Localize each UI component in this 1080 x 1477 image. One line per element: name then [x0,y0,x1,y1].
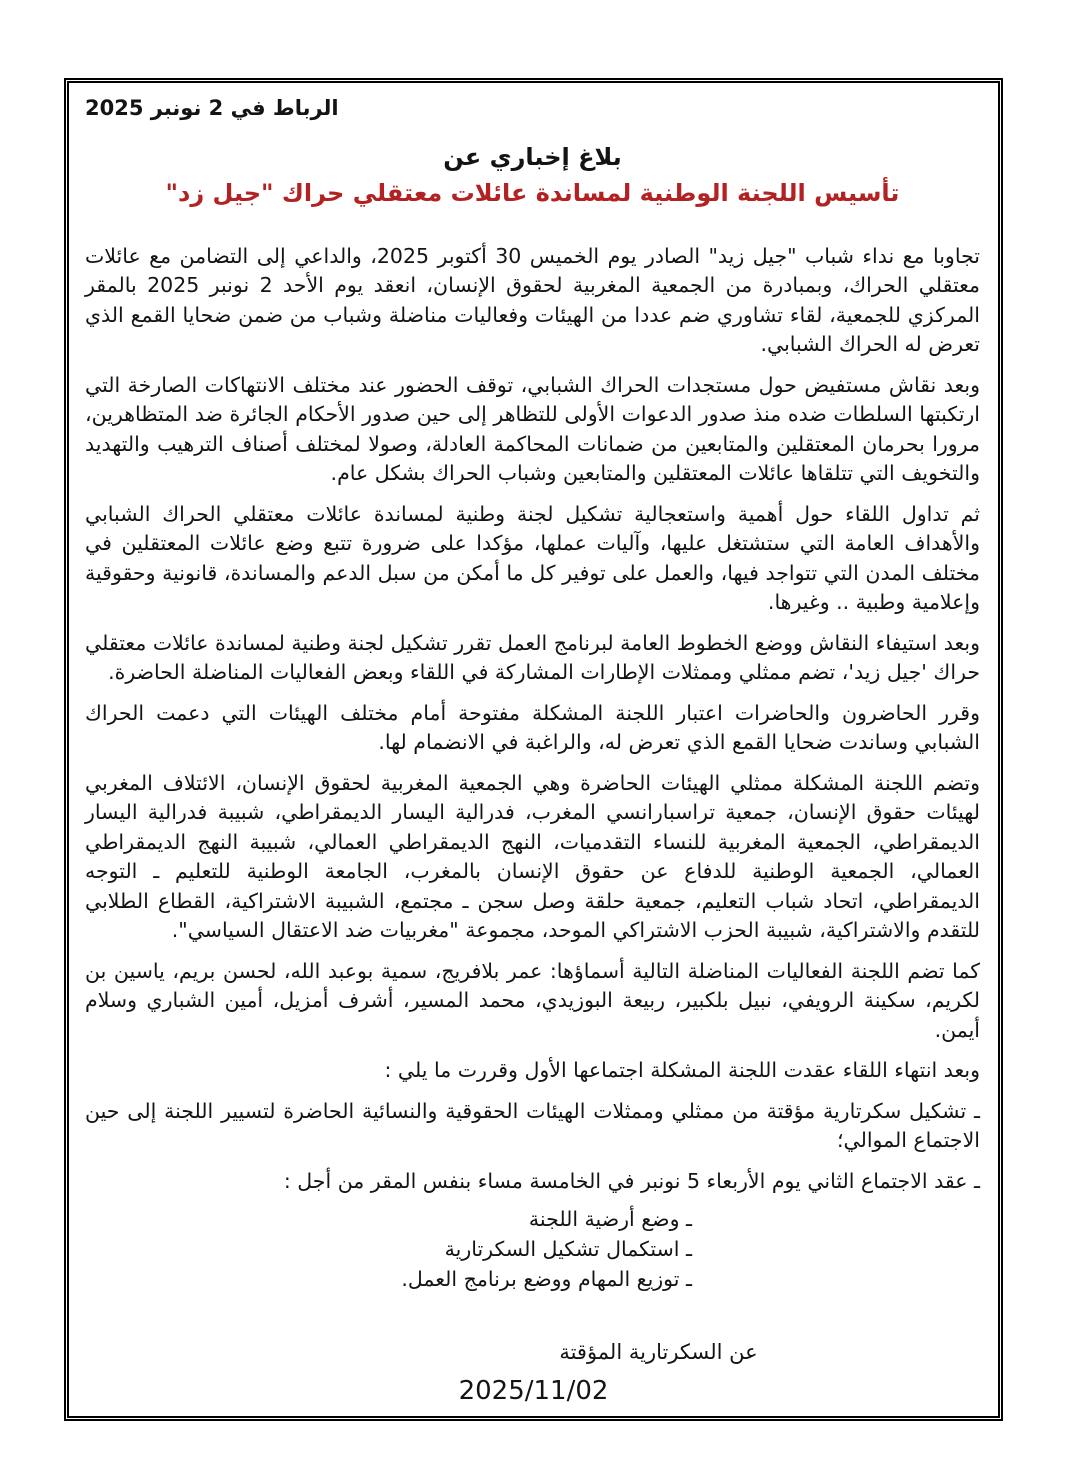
signature-date: 2025/11/02 [458,1376,609,1406]
dateline: الرباط في 2 نونبر 2025 [85,96,339,120]
agenda-item-platform: ـ وضع أرضية اللجنة [528,1207,692,1232]
paragraph-member-organizations: وتضم اللجنة المشكلة ممثلي الهيئات الحاضرة وهي الجمعية المغربية لحقوق الإنسان، الائتلاف المغربي لهيئات حقوق الإنسان، جمعية تراسبارانسي المغرب، فدرالية اليسار الديمقراطي، شبيبة فدرالية اليسار الديمقراطي، الجمعية المغربية للنساء التقدميات، النهج الديمقراطي العمالي، شبيبة النهج الديمقراطي العمالي، الجمعية الوطنية للدفاع عن حقوق الإنسان بالمغرب، الجامعة الوطنية للتعليم ـ التوجه الديمقراطي، اتحاد شباب التعليم، جمعية حلقة وصل سجن ـ مجتمع، الشبيبة الاشتراكية، القطاع الطلابي للتقدم والاشتراكية، شبيبة الحزب الاشتراكي الموحد، مجموعة "مغربيات ضد الاعتقال السياسي". [85,770,980,943]
page-title: بلاغ إخباري عن [443,143,622,172]
document-page [64,78,1003,1421]
paragraph-opening: تجاوبا مع نداء شباب "جيل زيد" الصادر يوم الخميس 30 أكتوبر 2025، والداعي إلى التضامن مع عائلات معتقلي الحراك، وبمبادرة من الجمعية المغربية لحقوق الإنسان، انعقد يوم الأحد 2 نونبر 2025 بالمقر المركزي للجمعية، لقاء تشاوري ضم عددا من الهيئات وفعاليات مناضلة وشباب من ضمن ضحايا القمع الذي تعرض له الحراك الشبابي. [85,243,981,357]
paragraph-committee-formation: وبعد استيفاء النقاش ووضع الخطوط العامة لبرنامج العمل تقرر تشكيل لجنة وطنية لمساندة عائلات معتقلي حراك 'جيل زيد'، تضم ممثلي وممثلات الإطارات المشاركة في اللقاء وبعض الفعاليات المناضلة الحاضرة. [85,630,980,685]
paragraph-violations: وبعد نقاش مستفيض حول مستجدات الحراك الشبابي، توقف الحضور عند مختلف الانتهاكات الصارخة التي ارتكبتها السلطات ضده منذ صدور الدعوات الأولى للتظاهر إلى حين صدور الأحكام الجائرة ضد المتظاهرين، مرورا بحرمان المعتقلين والمتابعين من ضمانات المحاكمة العادلة، وصولا لمختلف أصناف الترهيب والتهديد والتخويف التي تتلقاها عائلات المعتقلين والمتابعين وشباب الحراك بشكل عام. [85,372,980,486]
document-body [85,242,980,1295]
decision-item-secretariat: ـ تشكيل سكرتارية مؤقتة من ممثلي وممثلات الهيئات الحقوقية والنسائية الحاضرة لتسيير اللجنة إلى حين الاجتماع الموالي؛ [85,1098,980,1153]
paragraph-member-activists: كما تضم اللجنة الفعاليات المناضلة التالية أسماؤها: عمر بلافريج، سمية بوعبد الله، لحسن بريم، ياسين بن لكريم، سكينة الرويفي، نبيل بلكبير، ربيعة البوزيدي، محمد المسير، أشرف أمزيل، أمين الشباري وسلام أيمن. [85,958,980,1042]
decision-item-next-meeting: ـ عقد الاجتماع الثاني يوم الأربعاء 5 نونبر في الخامسة مساء بنفس المقر من أجل : [283,1168,980,1193]
agenda-item-secretariat: ـ استكمال تشكيل السكرتارية [444,1237,692,1262]
paragraph-committee-goals: ثم تداول اللقاء حول أهمية واستعجالية تشكيل لجنة وطنية لمساندة عائلات معتقلي الحراك الشبابي والأهداف العامة التي ستشتغل عليها، وآليات عملها، مؤكدا على ضرورة تتبع وضع عائلات المعتقلين في مختلف المدن التي تتواجد فيها، والعمل على توفير كل ما أمكن من سبل الدعم والمساندة، قانونية وحقوقية وإعلامية وطبية .. وغيرها. [85,501,980,615]
agenda-list [85,1204,980,1294]
paragraph-open-membership: وقرر الحاضرون والحاضرات اعتبار اللجنة المشكلة مفتوحة أمام مختلف الهيئات التي دعمت الحراك الشبابي وساندت ضحايا القمع الذي تعرض له، والراغبة في الانضمام لها. [85,700,980,755]
agenda-item-work-program: ـ توزيع المهام ووضع برنامج العمل. [401,1267,692,1292]
signature-line: عن السكرتارية المؤقتة [559,1340,758,1364]
decisions-intro: وبعد انتهاء اللقاء عقدت اللجنة المشكلة اجتماعها الأول وقررت ما يلي : [384,1058,980,1083]
page-subtitle-red: تأسيس اللجنة الوطنية لمساندة عائلات معتقلي حراك "جيل زد" [165,179,900,208]
